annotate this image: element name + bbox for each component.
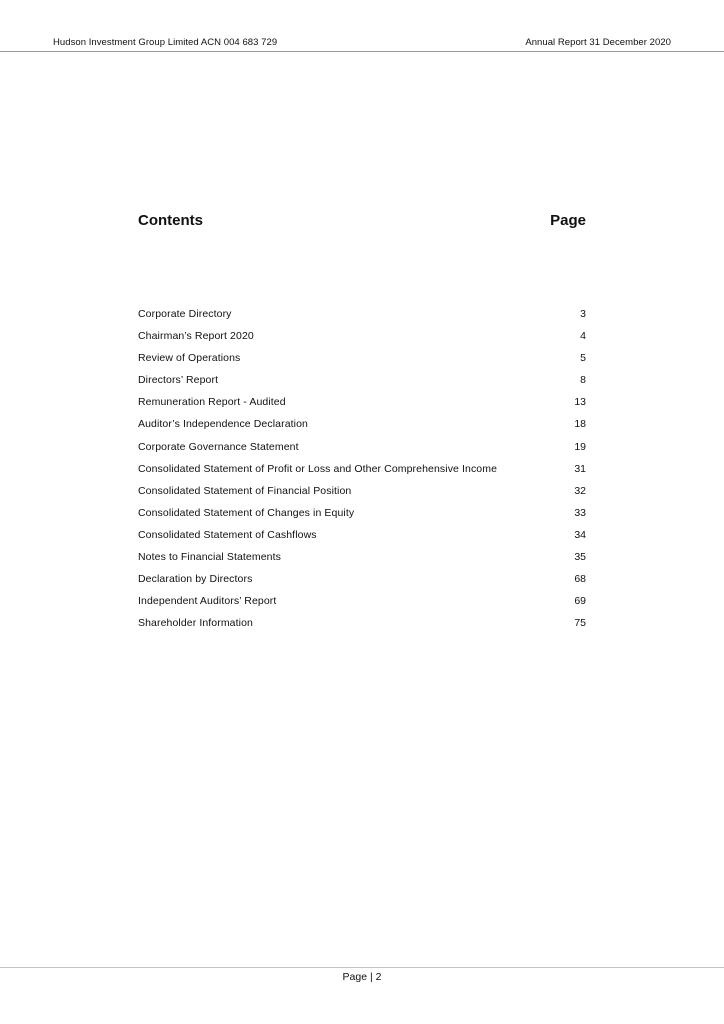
toc-entry-page: 32 (574, 484, 586, 497)
page-number: Page | 2 (342, 971, 382, 983)
toc-entry-page: 33 (574, 506, 586, 519)
toc-entry[interactable] (138, 572, 586, 594)
toc-entry-title: Consolidated Statement of Profit or Loss and Other Comprehensive Income (138, 462, 498, 475)
report-title: Annual Report 31 December 2020 (525, 37, 671, 48)
toc-entry-title: Chairman’s Report 2020 (138, 330, 254, 343)
toc-entry[interactable] (138, 395, 586, 417)
toc-entry-page: 34 (574, 528, 586, 541)
toc-entry-page: 5 (580, 352, 586, 365)
toc-entry[interactable] (138, 616, 586, 638)
company-name: Hudson Investment Group Limited ACN 004 683 729 (53, 37, 278, 48)
toc-entry-page: 13 (574, 396, 586, 409)
toc-entry-page: 31 (574, 462, 586, 475)
toc-entry[interactable] (138, 417, 586, 439)
toc-entry-page: 4 (580, 330, 586, 343)
toc-entry-title: Notes to Financial Statements (138, 551, 281, 564)
toc-entry[interactable] (138, 550, 586, 572)
toc-entry-page: 19 (574, 440, 586, 453)
toc-entry[interactable] (138, 351, 586, 373)
toc-entry-page: 3 (580, 308, 586, 320)
toc-entry-page: 75 (574, 617, 586, 630)
page-header (0, 0, 724, 52)
toc-entry-title: Consolidated Statement of Changes in Equity (138, 506, 355, 519)
toc-entry-page: 8 (580, 374, 586, 387)
toc-entry[interactable] (138, 329, 586, 351)
toc-entry-title: Directors’ Report (138, 374, 219, 387)
toc-entry-page: 18 (574, 418, 586, 431)
toc-entry-title: Independent Auditors’ Report (138, 595, 277, 608)
toc-entry[interactable] (138, 373, 586, 395)
toc-entry-title: Auditor’s Independence Declaration (138, 418, 308, 431)
toc-entry-title: Shareholder Information (138, 617, 253, 630)
toc-entry-title: Consolidated Statement of Financial Position (138, 484, 352, 497)
toc-entry-title: Review of Operations (138, 352, 241, 365)
toc-entry[interactable] (138, 307, 586, 329)
toc-entry[interactable] (138, 594, 586, 616)
toc-entry-title: Declaration by Directors (138, 573, 253, 586)
toc-entry[interactable] (138, 506, 586, 528)
toc-entry[interactable] (138, 440, 586, 462)
toc-entry[interactable] (138, 528, 586, 550)
toc-entry-title: Corporate Governance Statement (138, 440, 299, 453)
toc-entry-page: 35 (574, 551, 586, 564)
toc-entry-page: 69 (574, 595, 586, 608)
toc-entry-title: Remuneration Report - Audited (138, 396, 286, 409)
contents-heading: Contents (138, 212, 203, 229)
toc-entry[interactable] (138, 484, 586, 506)
page-column-heading: Page (550, 212, 586, 229)
toc-entry[interactable] (138, 462, 586, 484)
toc-entry-title: Corporate Directory (138, 308, 232, 320)
footer-divider (0, 967, 724, 968)
toc-entry-page: 68 (574, 573, 586, 586)
table-of-contents (138, 307, 586, 638)
toc-entry-title: Consolidated Statement of Cashflows (138, 528, 317, 541)
toc-heading-row (138, 212, 586, 232)
